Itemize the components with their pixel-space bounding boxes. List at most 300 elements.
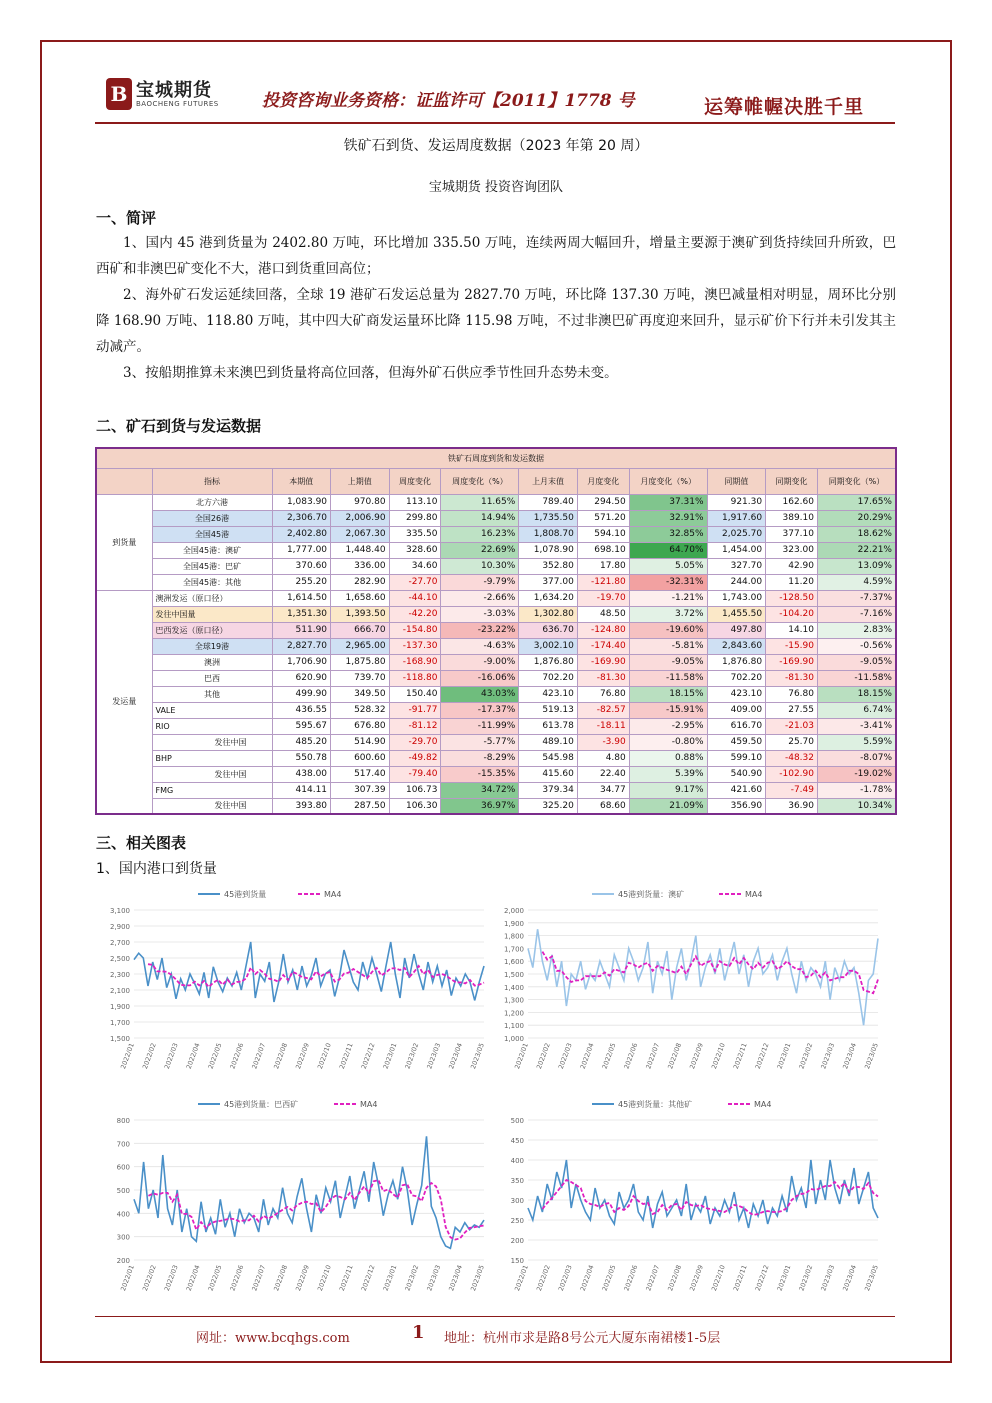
table-cell: -9.05% [818, 654, 897, 670]
chart-svg [100, 1090, 492, 1302]
table-cell: 676.80 [331, 718, 390, 734]
table-cell: -49.82 [389, 750, 441, 766]
x-tick-label: 2022/05 [600, 1263, 618, 1293]
y-tick-label: 300 [116, 1233, 130, 1242]
x-tick-label: 2022/10 [315, 1041, 333, 1071]
table-cell: -9.05% [629, 654, 707, 670]
x-tick-label: 2022/03 [162, 1041, 180, 1071]
x-tick-label: 2022/01 [513, 1041, 530, 1071]
table-cell: 519.13 [519, 702, 578, 718]
table-group-label: 到货量 [96, 494, 152, 590]
x-tick-label: 2023/05 [863, 1263, 880, 1293]
table-cell: 25.70 [766, 734, 818, 750]
x-tick-label: 2022/12 [359, 1263, 377, 1293]
y-tick-label: 600 [116, 1163, 130, 1172]
table-cell: 2,965.00 [331, 638, 390, 654]
table-cell: 540.90 [707, 766, 766, 782]
section-heading-summary: 一、简评 [96, 209, 157, 227]
table-cell: 2,402.80 [272, 526, 331, 542]
x-tick-label: 2023/04 [841, 1041, 859, 1071]
table-cell: -19.60% [629, 622, 707, 638]
table-cell: 11.65% [441, 494, 519, 510]
table-row [96, 798, 896, 814]
table-cell: 459.50 [707, 734, 766, 750]
table-row-label: 全国45港：其他 [152, 574, 272, 590]
table-row-label: 全球19港 [152, 638, 272, 654]
table-cell: 64.70% [629, 542, 707, 558]
table-cell: 514.90 [331, 734, 390, 750]
y-tick-label: 3,100 [109, 907, 130, 915]
chart-45-ports-other [494, 1090, 886, 1302]
table-row [96, 670, 896, 686]
section-heading-data: 二、矿石到货与发运数据 [96, 417, 262, 435]
table-cell: -7.49 [766, 782, 818, 798]
table-cell: 48.50 [577, 606, 629, 622]
legend-label: MA4 [360, 1100, 378, 1109]
table-header-cell: 月度变化 [577, 468, 629, 494]
table-cell: -19.70 [577, 590, 629, 606]
table-cell: -169.90 [577, 654, 629, 670]
table-cell: -137.30 [389, 638, 441, 654]
table-row-label: 发往中国量 [152, 606, 272, 622]
table-cell: 34.77 [577, 782, 629, 798]
x-tick-label: 2022/04 [578, 1263, 596, 1293]
table-cell: 550.78 [272, 750, 331, 766]
y-tick-label: 1,700 [109, 1019, 130, 1027]
table-cell: 1,448.40 [331, 542, 390, 558]
table-cell: 150.40 [389, 686, 441, 702]
header-divider [95, 122, 895, 124]
table-cell: -9.00% [441, 654, 519, 670]
chart-svg [100, 880, 492, 1080]
legend-label: MA4 [754, 1100, 772, 1109]
table-cell: 32.85% [629, 526, 707, 542]
table-cell: 4.59% [818, 574, 897, 590]
table-cell: 42.90 [766, 558, 818, 574]
table-cell: -42.20 [389, 606, 441, 622]
slogan: 运筹帷幄决胜千里 [704, 96, 865, 118]
table-row [96, 686, 896, 702]
table-cell: -154.80 [389, 622, 441, 638]
y-tick-label: 200 [116, 1257, 130, 1265]
y-tick-label: 400 [116, 1210, 130, 1219]
table-cell: -23.22% [441, 622, 519, 638]
table-cell: 336.00 [331, 558, 390, 574]
y-tick-label: 1,500 [503, 971, 524, 979]
y-tick-label: 350 [510, 1177, 524, 1185]
table-row [96, 574, 896, 590]
table-header-cell: 指标 [152, 468, 272, 494]
table-row [96, 766, 896, 782]
table-cell: 18.15% [629, 686, 707, 702]
table-cell: -3.03% [441, 606, 519, 622]
x-tick-label: 2022/05 [206, 1263, 224, 1293]
table-row [96, 542, 896, 558]
table-cell: 106.30 [389, 798, 441, 814]
legend-label: MA4 [324, 890, 342, 899]
x-tick-label: 2022/10 [315, 1263, 333, 1293]
table-cell: -91.77 [389, 702, 441, 718]
table-cell: 1,743.00 [707, 590, 766, 606]
y-tick-label: 2,300 [109, 971, 130, 979]
x-tick-label: 2022/09 [294, 1041, 311, 1071]
table-row-label: 其他 [152, 686, 272, 702]
series-line [134, 942, 484, 1002]
table-cell: 349.50 [331, 686, 390, 702]
table-cell: 307.39 [331, 782, 390, 798]
table-cell: 2,843.60 [707, 638, 766, 654]
table-cell: 599.10 [707, 750, 766, 766]
table-cell: 1,917.60 [707, 510, 766, 526]
table-cell: -11.99% [441, 718, 519, 734]
table-cell: -19.02% [818, 766, 897, 782]
x-tick-label: 2022/06 [228, 1263, 246, 1293]
x-tick-label: 2022/08 [666, 1263, 684, 1293]
x-tick-label: 2022/09 [688, 1041, 705, 1071]
table-cell: 22.21% [818, 542, 897, 558]
table-cell: 517.40 [331, 766, 390, 782]
table-cell: -29.70 [389, 734, 441, 750]
x-tick-label: 2023/03 [425, 1263, 443, 1293]
y-tick-label: 1,900 [503, 919, 524, 928]
table-cell: 1,634.20 [519, 590, 578, 606]
table-cell: 702.20 [519, 670, 578, 686]
table-cell: -7.16% [818, 606, 897, 622]
chart-svg [494, 880, 886, 1080]
x-tick-label: 2023/01 [775, 1263, 793, 1293]
table-cell: 14.94% [441, 510, 519, 526]
table-cell: 1,658.60 [331, 590, 390, 606]
table-cell: -81.30 [577, 670, 629, 686]
table-cell: 11.20 [766, 574, 818, 590]
y-tick-label: 1,300 [503, 996, 524, 1005]
y-tick-label: 800 [116, 1117, 130, 1125]
x-tick-label: 2022/04 [184, 1263, 202, 1293]
x-tick-label: 2023/05 [469, 1041, 486, 1071]
table-row-label: 发往中国 [152, 798, 272, 814]
table-header-cell [96, 468, 152, 494]
table-cell: 698.10 [577, 542, 629, 558]
table-cell: 18.15% [818, 686, 897, 702]
table-cell: -4.63% [441, 638, 519, 654]
table-caption-row [96, 448, 896, 468]
table-header-cell: 周度变化（%） [441, 468, 519, 494]
company-logo [106, 76, 230, 116]
table-cell: 76.80 [766, 686, 818, 702]
table-cell: 2.83% [818, 622, 897, 638]
y-tick-label: 450 [510, 1137, 524, 1145]
table-row [96, 526, 896, 542]
table-caption: 铁矿石周度到货和发运数据 [96, 448, 896, 468]
table-cell: 393.80 [272, 798, 331, 814]
table-cell: 162.60 [766, 494, 818, 510]
logo-mark-icon: B [106, 78, 132, 110]
summary-paragraph: 3、按船期推算未来澳巴到货量将高位回落，但海外矿石供应季节性回升态势未变。 [123, 365, 618, 381]
table-cell: -118.80 [389, 670, 441, 686]
y-tick-label: 1,000 [503, 1035, 524, 1043]
table-cell: 5.39% [629, 766, 707, 782]
table-cell: -168.90 [389, 654, 441, 670]
table-cell: -1.78% [818, 782, 897, 798]
section-heading-charts: 三、相关图表 [96, 834, 187, 852]
x-tick-label: 2022/12 [753, 1263, 771, 1293]
table-cell: 22.40 [577, 766, 629, 782]
y-tick-label: 500 [116, 1187, 130, 1195]
table-cell: -44.10 [389, 590, 441, 606]
table-row-label: 全国45港：巴矿 [152, 558, 272, 574]
table-cell: 18.62% [818, 526, 897, 542]
legend-label: MA4 [745, 890, 763, 899]
x-tick-label: 2022/07 [644, 1041, 662, 1071]
table-cell: 497.80 [707, 622, 766, 638]
table-cell: 528.32 [331, 702, 390, 718]
table-cell: 36.90 [766, 798, 818, 814]
table-cell: 600.60 [331, 750, 390, 766]
x-tick-label: 2022/01 [119, 1263, 136, 1293]
author-team: 宝城期货 投资咨询团队 [428, 180, 564, 195]
table-row [96, 654, 896, 670]
table-cell: 1,875.80 [331, 654, 390, 670]
table-row-label: 澳洲 [152, 654, 272, 670]
table-cell: 37.31% [629, 494, 707, 510]
table-cell: 423.10 [707, 686, 766, 702]
chart-45-ports-arrivals [100, 880, 492, 1080]
table-cell: 370.60 [272, 558, 331, 574]
summary-paragraph: 1、国内 45 港到货量为 2402.80 万吨，环比增加 335.50 万吨，连续两周大幅回升，增量主要源于澳矿到货持续回升所致，巴西矿和非澳巴矿变化不大，港口到货重回高位； [96, 235, 896, 277]
series-line [528, 929, 878, 1025]
y-tick-label: 300 [510, 1197, 524, 1205]
table-cell: -18.11 [577, 718, 629, 734]
table-cell: -124.80 [577, 622, 629, 638]
table-row-label: VALE [152, 702, 272, 718]
table-row-label: 巴西发运（原口径） [152, 622, 272, 638]
table-cell: -3.41% [818, 718, 897, 734]
x-tick-label: 2022/09 [294, 1263, 311, 1293]
y-tick-label: 700 [116, 1140, 130, 1149]
summary-paragraph: 2、海外矿石发运延续回落，全球 19 港矿石发运总量为 2827.70 万吨，环比降 137.30 万吨，澳巴减量相对明显，周环比分别降 168.90 万吨、118.80 万吨，其中四大矿商发运量环比降 115.98 万吨，不过非澳巴矿再度迎来回升，显示矿价下行并未引发其主动减产。 [96, 287, 896, 355]
table-cell: 1,078.90 [519, 542, 578, 558]
x-tick-label: 2023/02 [403, 1263, 421, 1293]
table-cell: 34.72% [441, 782, 519, 798]
table-row-label: 巴西 [152, 670, 272, 686]
x-tick-label: 2022/02 [140, 1263, 158, 1293]
table-cell: 352.80 [519, 558, 578, 574]
table-cell: 1,706.90 [272, 654, 331, 670]
table-cell: 377.10 [766, 526, 818, 542]
logo-name-cn: 宝城期货 [136, 80, 212, 101]
footer-divider [95, 1316, 895, 1317]
table-cell: -79.40 [389, 766, 441, 782]
table-cell: 27.55 [766, 702, 818, 718]
chart-subheading: 1、国内港口到货量 [96, 861, 217, 877]
y-tick-label: 200 [510, 1237, 524, 1245]
table-row-label: 全国26港 [152, 510, 272, 526]
table-cell: -15.35% [441, 766, 519, 782]
x-tick-label: 2023/05 [469, 1263, 486, 1293]
table-cell: -1.21% [629, 590, 707, 606]
table-cell: 620.90 [272, 670, 331, 686]
table-cell: 0.88% [629, 750, 707, 766]
table-cell: 2,827.70 [272, 638, 331, 654]
table-cell: 327.70 [707, 558, 766, 574]
table-row [96, 734, 896, 750]
x-tick-label: 2022/05 [206, 1041, 224, 1071]
x-tick-label: 2023/02 [403, 1041, 421, 1071]
table-cell: 113.10 [389, 494, 441, 510]
table-row-label: 全国45港：澳矿 [152, 542, 272, 558]
table-cell: 389.10 [766, 510, 818, 526]
table-cell: 68.60 [577, 798, 629, 814]
table-cell: 17.65% [818, 494, 897, 510]
table-cell: 613.78 [519, 718, 578, 734]
table-cell: -2.95% [629, 718, 707, 734]
table-row [96, 638, 896, 654]
table-cell: 282.90 [331, 574, 390, 590]
table-header-row [96, 468, 896, 494]
chart-svg [494, 1090, 886, 1302]
legend-label: 45港到货量：其他矿 [618, 1100, 693, 1109]
x-tick-label: 2022/03 [556, 1041, 574, 1071]
table-group-label: 发运量 [96, 590, 152, 814]
table-row [96, 782, 896, 798]
table-cell: 970.80 [331, 494, 390, 510]
table-cell: -174.40 [577, 638, 629, 654]
table-cell: -82.57 [577, 702, 629, 718]
table-cell: -11.58% [629, 670, 707, 686]
x-tick-label: 2022/06 [622, 1041, 640, 1071]
table-cell: 594.10 [577, 526, 629, 542]
x-tick-label: 2022/11 [731, 1041, 749, 1071]
x-tick-label: 2022/12 [359, 1041, 377, 1071]
x-tick-label: 2022/08 [272, 1041, 290, 1071]
table-cell: 485.20 [272, 734, 331, 750]
table-cell: 421.60 [707, 782, 766, 798]
table-cell: -8.07% [818, 750, 897, 766]
table-row [96, 510, 896, 526]
y-tick-label: 1,100 [503, 1022, 524, 1031]
table-cell: 423.10 [519, 686, 578, 702]
y-tick-label: 2,100 [109, 987, 130, 995]
table-cell: 13.09% [818, 558, 897, 574]
table-cell: -11.58% [818, 670, 897, 686]
table-row-label: 北方六港 [152, 494, 272, 510]
table-row [96, 606, 896, 622]
table-row [96, 494, 896, 510]
table-header-cell: 月度变化（%） [629, 468, 707, 494]
table-cell: 1,808.70 [519, 526, 578, 542]
table-cell: 34.60 [389, 558, 441, 574]
table-cell: 10.34% [818, 798, 897, 814]
series-line [134, 1136, 484, 1248]
x-tick-label: 2022/10 [709, 1263, 727, 1293]
table-cell: -3.90 [577, 734, 629, 750]
x-tick-label: 2023/01 [775, 1041, 793, 1071]
table-cell: -27.70 [389, 574, 441, 590]
table-cell: 499.90 [272, 686, 331, 702]
table-cell: 571.20 [577, 510, 629, 526]
x-tick-label: 2022/03 [556, 1263, 574, 1293]
logo-name-en: BAOCHENG FUTURES [136, 100, 219, 108]
table-cell: -2.66% [441, 590, 519, 606]
y-tick-label: 1,700 [503, 945, 524, 954]
table-cell: 1,735.50 [519, 510, 578, 526]
ma4-line [148, 1180, 484, 1240]
x-tick-label: 2022/06 [622, 1263, 640, 1293]
table-cell: 2,306.70 [272, 510, 331, 526]
table-cell: 328.60 [389, 542, 441, 558]
y-tick-label: 2,000 [503, 907, 524, 915]
table-cell: 1,777.00 [272, 542, 331, 558]
table-cell: 377.00 [519, 574, 578, 590]
table-cell: 323.00 [766, 542, 818, 558]
x-tick-label: 2022/01 [119, 1041, 136, 1071]
y-tick-label: 1,800 [503, 932, 524, 941]
table-cell: -0.56% [818, 638, 897, 654]
legend-label: 45港到货量 [224, 890, 267, 899]
table-cell: 22.69% [441, 542, 519, 558]
y-tick-label: 150 [510, 1257, 524, 1265]
x-tick-label: 2022/11 [337, 1263, 355, 1293]
table-cell: 14.10 [766, 622, 818, 638]
table-header-cell: 同期值 [707, 468, 766, 494]
table-cell: 2,025.70 [707, 526, 766, 542]
y-tick-label: 1,400 [503, 983, 524, 992]
table-cell: 438.00 [272, 766, 331, 782]
y-tick-label: 400 [510, 1157, 524, 1165]
table-cell: 666.70 [331, 622, 390, 638]
footer-address: 地址：杭州市求是路8号公元大厦东南裙楼1-5层 [444, 1331, 721, 1346]
y-tick-label: 1,500 [109, 1035, 130, 1043]
series-line [528, 1160, 878, 1228]
x-tick-label: 2022/05 [600, 1041, 618, 1071]
table-row [96, 718, 896, 734]
table-cell: 545.98 [519, 750, 578, 766]
table-cell: -81.30 [766, 670, 818, 686]
table-cell: 294.50 [577, 494, 629, 510]
table-cell: -5.81% [629, 638, 707, 654]
table-header-cell: 周度变化 [389, 468, 441, 494]
x-tick-label: 2023/01 [381, 1041, 399, 1071]
x-tick-label: 2022/09 [688, 1263, 705, 1293]
x-tick-label: 2022/08 [666, 1041, 684, 1071]
table-cell: -17.37% [441, 702, 519, 718]
x-tick-label: 2022/02 [534, 1263, 552, 1293]
table-cell: 20.29% [818, 510, 897, 526]
table-row [96, 750, 896, 766]
table-cell: 5.05% [629, 558, 707, 574]
table-cell: -32.31% [629, 574, 707, 590]
table-row-label: 澳洲发运（原口径） [152, 590, 272, 606]
table-cell: 4.80 [577, 750, 629, 766]
table-cell: -128.50 [766, 590, 818, 606]
table-cell: 335.50 [389, 526, 441, 542]
data-table [95, 447, 897, 815]
x-tick-label: 2022/03 [162, 1263, 180, 1293]
table-cell: -15.90 [766, 638, 818, 654]
x-tick-label: 2023/03 [819, 1263, 837, 1293]
table-cell: 789.40 [519, 494, 578, 510]
table-cell: 36.97% [441, 798, 519, 814]
table-row [96, 702, 896, 718]
table-cell: -0.80% [629, 734, 707, 750]
table-cell: 10.30% [441, 558, 519, 574]
table-header-cell: 本期值 [272, 468, 331, 494]
x-tick-label: 2023/03 [425, 1041, 443, 1071]
table-cell: -5.77% [441, 734, 519, 750]
table-cell: 43.03% [441, 686, 519, 702]
page-number: 1 [412, 1322, 425, 1343]
y-tick-label: 250 [510, 1217, 524, 1225]
